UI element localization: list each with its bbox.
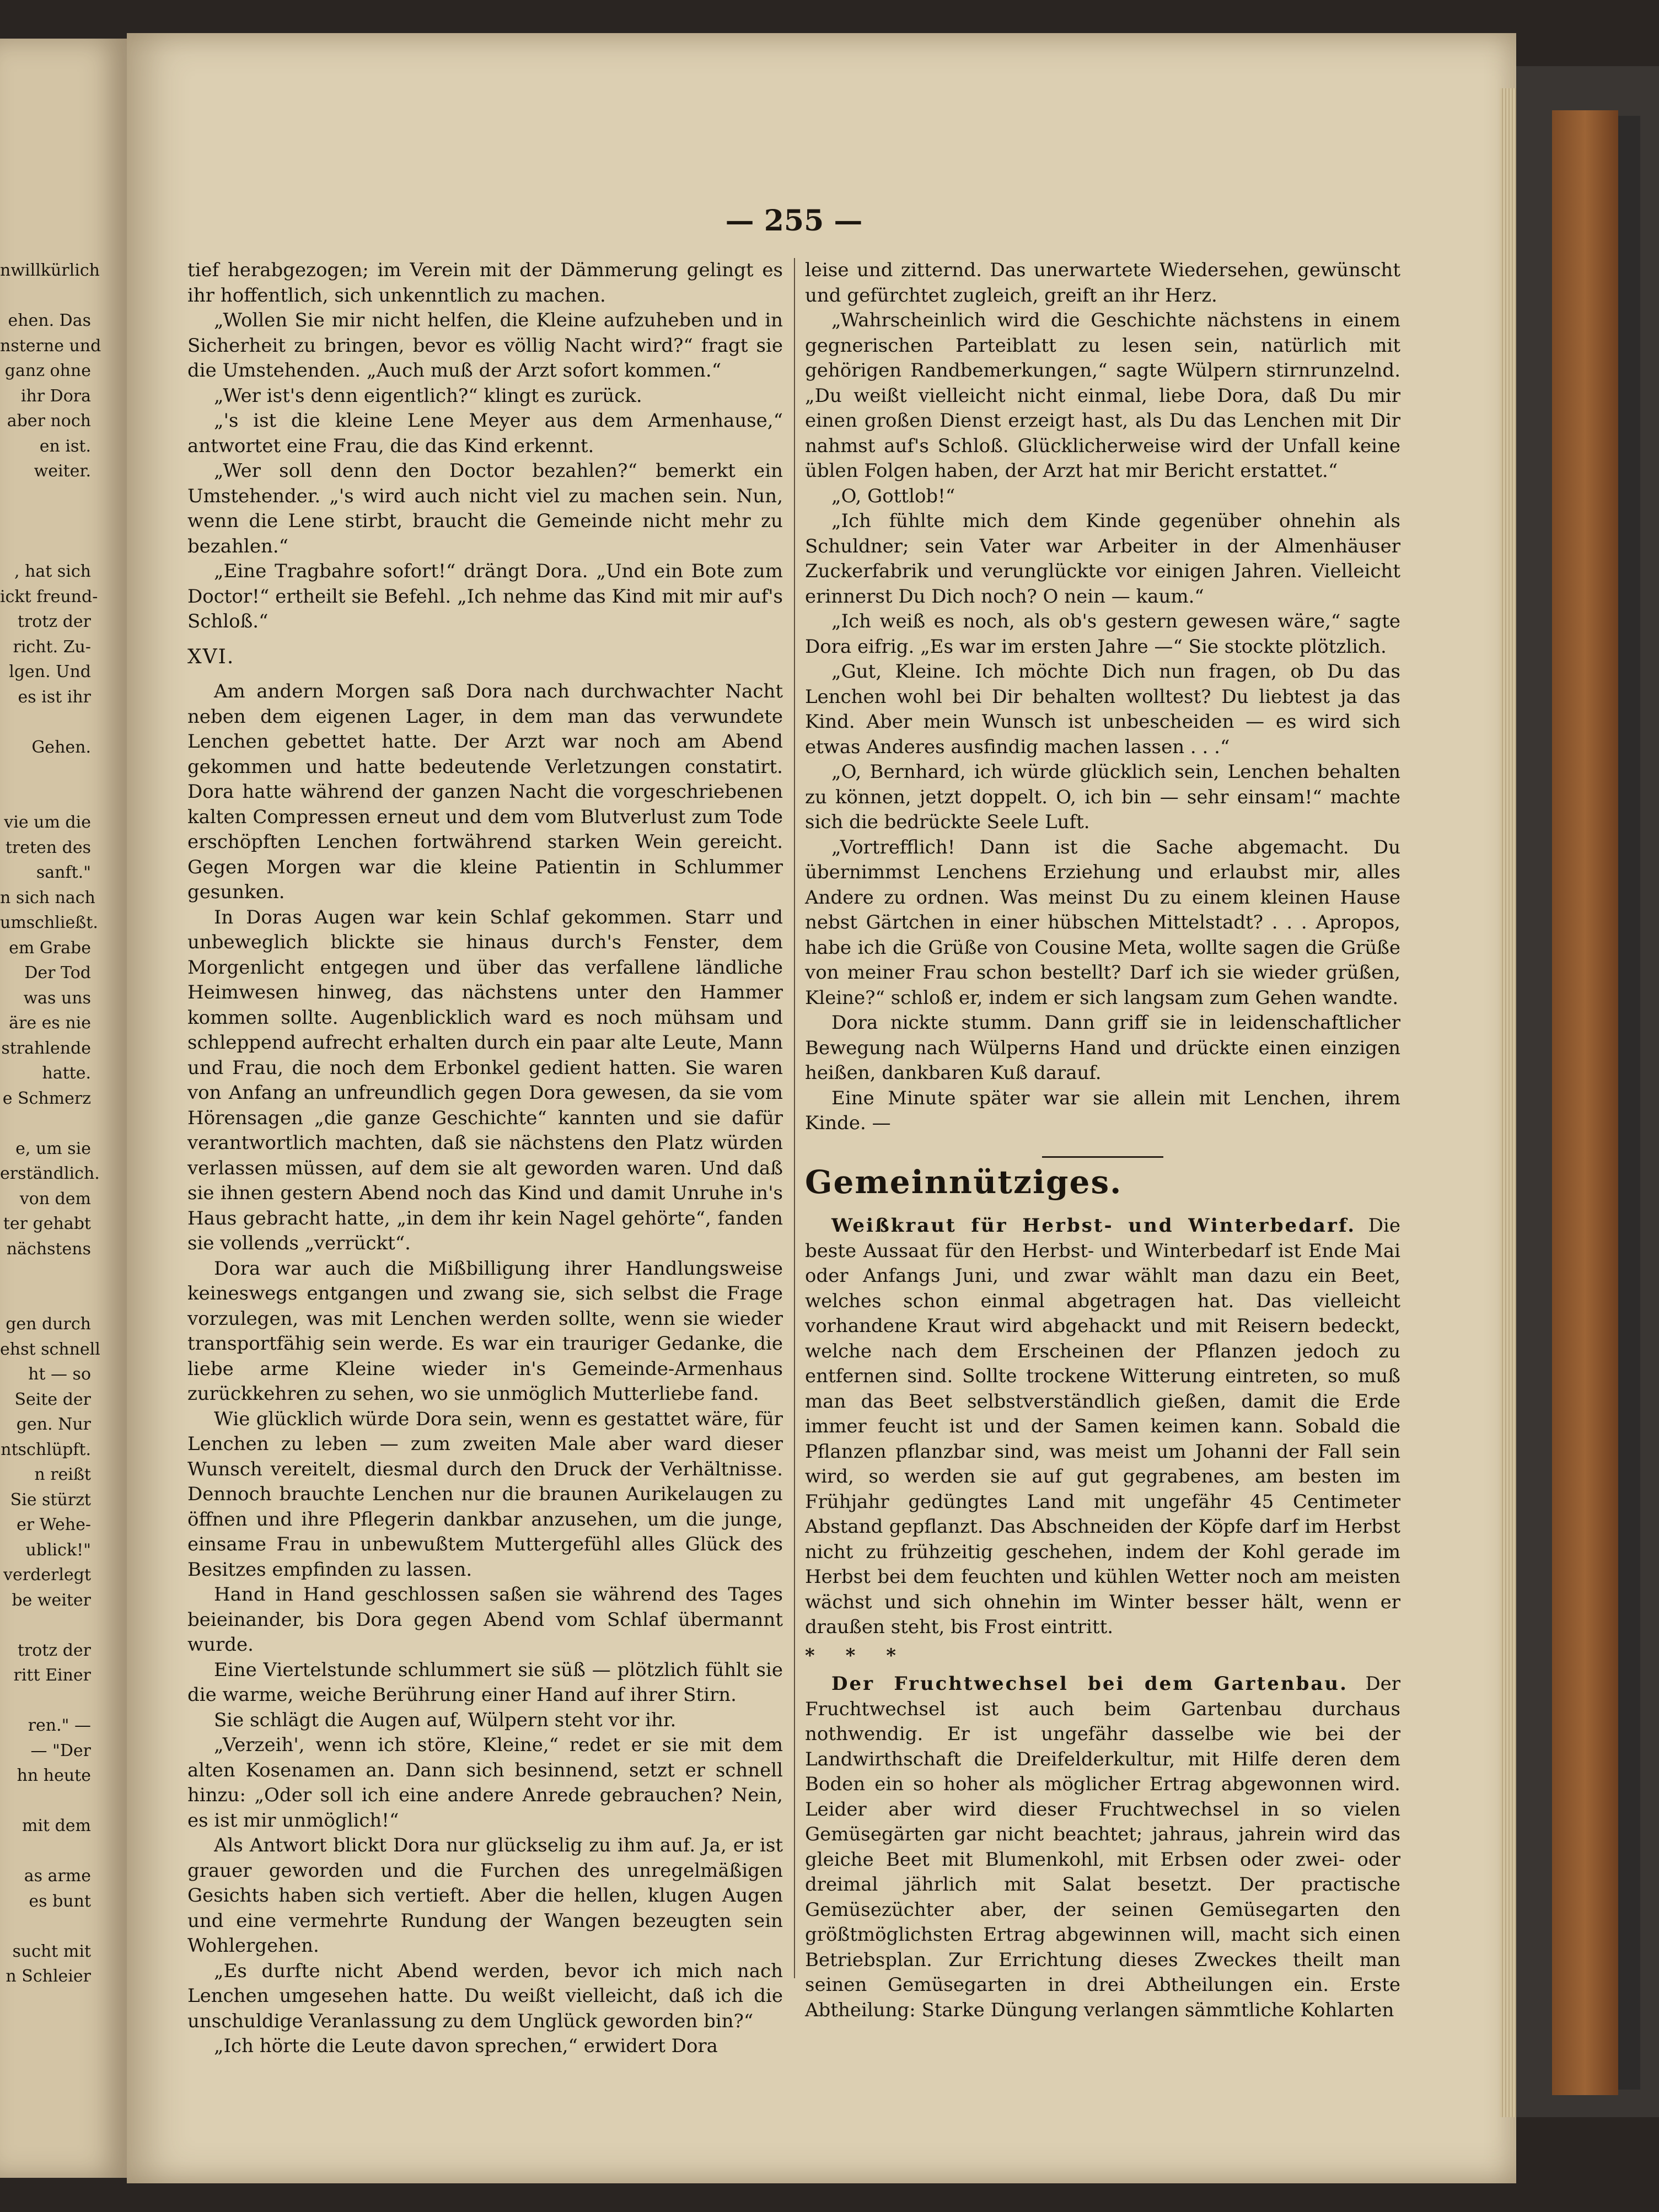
fragment-line: Seite der <box>14 1389 91 1409</box>
paragraph: „Wer soll denn den Doctor bezahlen?“ bemerkt ein Umstehender. „'s wird auch nicht viel zu machen sein. Nun, wenn die Lene stirbt, braucht die Gemeinde nicht mehr zu bezahlen.“ <box>187 460 783 557</box>
fragment-line: mit dem <box>22 1816 91 1835</box>
fragment-line: von dem <box>19 1189 91 1209</box>
paragraph: In Doras Augen war kein Schlaf gekommen. Starr und unbeweglich blickte sie hinaus durch's Fenster, dem Morgenlicht entgegen und über das verfallene ländliche Heimwesen hinweg, das nächstens unter den Hammer kommen sollte. Augenblicklich ward es noch mühsam und schleppend aufrecht erhalten durch ein paar alte Leute, Mann und Frau, die noch dem Erbonkel gedient hatten. Sie waren von Anfang an unfreundlich gegen Dora gewesen, da sie vom Hörensagen „die ganze Geschichte“ kannten und sie dafür verantwortlich machten, daß sie nächstens den Platz würden verlassen müssen, auf dem sie alt geworden waren. Und daß sie ihnen gestern Abend noch das Kind und damit Unruhe in's Haus gebracht hatte, „in dem ihr kein Nagel gehörte“, fanden sie vollends „verrückt“. <box>187 906 783 1254</box>
paragraph: Sie schlägt die Augen auf, Wülpern steht vor ihr. <box>214 1709 677 1731</box>
fragment-line: ublick!" <box>25 1540 91 1560</box>
paragraph: Eine Viertelstunde schlummert sie süß — plötzlich fühlt sie die warme, weiche Berührung einer Hand auf ihrer Stirn. <box>187 1658 783 1706</box>
article-fruchtwechsel <box>805 1672 1400 2023</box>
article-heading: Der Fruchtwechsel bei dem Gartenbau. <box>831 1673 1348 1695</box>
paragraph: „Wollen Sie mir nicht helfen, die Kleine aufzuheben und in Sicherheit zu bringen, bevor es völlig Nacht wird?“ fragt sie die Umstehenden. „Auch muß der Arzt sofort kommen.“ <box>187 309 783 382</box>
fragment-line <box>0 1688 91 1714</box>
fragment-line <box>0 760 91 785</box>
fragment-line: Gehen. <box>31 737 91 757</box>
fragment-line: was uns <box>23 988 91 1008</box>
paragraph: „Es durfte nicht Abend werden, bevor ich mich nach Lenchen umgesehen hatte. Du weißt vielleicht, daß ich die unschuldige Veranlassung zu dem Unglück geworden bin?“ <box>187 1959 783 2032</box>
paragraph: „'s ist die kleine Lene Meyer aus dem Armenhause,“ antwortet eine Frau, die das Kind erkennt. <box>187 410 783 457</box>
fragment-line: en ist. <box>39 436 91 456</box>
fragment-line: ren." — <box>28 1716 91 1735</box>
article-text: Der Fruchtwechsel ist auch beim Gartenbau durchaus nothwendig. Er ist ungefähr dasselbe wie bei der Landwirthschaft die Dreifelderkultur, mit Hilfe deren dem Boden ein so hoher als möglicher Ertrag abgewonnen wird. Leider aber wird dieser Fruchtwechsel in so vielen Gemüsegärten gar nicht beachtet; jahraus, jahrein wird das gleiche Beet mit Blumenkohl, mit Erbsen oder zwei- oder dreimal jährlich mit Salat besetzt. Der practische Gemüsezüchter aber, der seinen Gemüsegarten den größtmöglichsten Ertrag abgewinnen will, macht sich einen Betriebsplan. Zur Errichtung dieses Zweckes theilt man seinen Gemüsegarten in drei Abtheilungen ein. Erste Abtheilung: Starke Düngung verlangen sämmtliche Kohlarten <box>805 1673 1400 2021</box>
article-heading: Weißkraut für Herbst- und Winterbedarf. <box>831 1215 1356 1237</box>
page-number: — 255 — <box>725 204 863 238</box>
left-column <box>187 258 783 2059</box>
right-column <box>805 258 1400 2023</box>
paragraph: Eine Minute später war sie allein mit Lenchen, ihrem Kinde. — <box>805 1087 1400 1134</box>
fragment-line: — "Der <box>30 1741 91 1760</box>
fragment-line: äre es nie <box>9 1013 91 1033</box>
chapter-heading: XVI. <box>187 645 235 668</box>
cover-binding-strip <box>1618 116 1640 2090</box>
fragment-line: hn heute <box>17 1766 91 1785</box>
fragment-line: n sich nach <box>0 888 95 908</box>
fragment-line: be weiter <box>12 1590 91 1610</box>
fragment-line <box>0 509 91 534</box>
fragment-line: ter gehabt <box>3 1214 91 1233</box>
fragment-line: strahlende <box>1 1038 91 1058</box>
fragment-line: nwillkürlich <box>0 261 100 280</box>
paragraph: „Wahrscheinlich wird die Geschichte nächstens in einem gegnerischen Parteiblatt zu lesen sein, natürlich mit gehörigen Randbemerkungen,“ sagte Wülpern stirnrunzelnd. „Du weißt vielleicht nicht einmal, liebe Dora, daß Du mir einen großen Dienst erzeigt hast, als Du das Lenchen mit Dir nahmst auf's Schloß. Glücklicherweise wird der Unfall keine üblen Folgen haben, der Arzt hat mir Bericht erstattet.“ <box>805 309 1400 482</box>
fragment-line: ickt freund- <box>0 587 98 606</box>
paragraph: „Ich hörte die Leute davon sprechen,“ erwidert Dora <box>214 2035 718 2057</box>
fragment-line <box>0 1839 91 1864</box>
column-divider <box>794 258 795 1978</box>
fragment-line: , hat sich <box>14 562 91 581</box>
fragment-line: nsterne und <box>0 336 101 356</box>
paragraph: „O, Gottlob!“ <box>831 485 955 507</box>
fragment-line: lgen. Und <box>9 662 91 681</box>
paragraph: Dora nickte stumm. Dann griff sie in leidenschaftlicher Bewegung nach Wülperns Hand und drückte einen einzigen heißen, dankbaren Kuß darauf. <box>805 1012 1400 1084</box>
fragment-line <box>0 1111 91 1136</box>
fragment-line: weiter. <box>34 461 91 481</box>
fragment-line: trotz der <box>17 1640 91 1660</box>
fragment-line: trotz der <box>17 612 91 631</box>
fragment-line <box>0 484 91 509</box>
fragment-line: as arme <box>24 1866 91 1886</box>
fragment-line: verderlegt <box>3 1565 91 1585</box>
fragment-line <box>0 710 91 735</box>
fragment-line <box>0 785 91 810</box>
fragment-line: nächstens <box>6 1239 91 1259</box>
fragment-line: hatte. <box>42 1064 91 1083</box>
paragraph: Hand in Hand geschlossen saßen sie während des Tages beieinander, bis Dora gegen Abend vom Schlaf übermannt wurde. <box>187 1583 783 1656</box>
fragment-line <box>0 283 91 309</box>
fragment-line: richt. Zu- <box>13 637 91 657</box>
fragment-line: er Wehe- <box>17 1515 91 1534</box>
fragment-line: ht — so <box>28 1365 91 1384</box>
fragment-line: Sie stürzt <box>10 1490 91 1510</box>
fragment-line <box>0 1613 91 1638</box>
fragment-line: sanft." <box>36 863 91 882</box>
fragment-line: n reißt <box>34 1465 91 1484</box>
fragment-line: ehen. Das <box>8 311 91 330</box>
fragment-line: ehst schnell <box>0 1339 100 1359</box>
fragment-line: n Schleier <box>6 1967 91 1986</box>
paragraph: Dora war auch die Mißbilligung ihrer Handlungsweise keineswegs entgangen und zwang sie, sich selbst die Frage vorzulegen, was mit Lenchen werden sollte, wenn sie wieder transportfähig sein werde. Es war ein trauriger Gedanke, die liebe arme Kleine wieder in's Gemeinde-Armenhaus zurückkehren zu sehen, wo sie unmöglich Mutterliebe fand. <box>187 1257 783 1405</box>
fragment-line: ganz ohne <box>4 361 91 380</box>
previous-page-text-fragment <box>0 258 101 1989</box>
paragraph: leise und zitternd. Das unerwartete Wiedersehen, gewünscht und gefürchtet zugleich, greift an ihr Herz. <box>805 259 1400 307</box>
fragment-line: es ist ihr <box>18 687 91 707</box>
paragraph: „Ich fühlte mich dem Kinde gegenüber ohnehin als Schuldner; sein Vater war Arbeiter in der Almenhäuser Zuckerfabrik und verunglückte vor einigen Jahren. Vielleicht erinnerst Du Dich noch? O nein — kaum.“ <box>805 510 1400 608</box>
fragment-line: ntschlüpft. <box>1 1440 91 1459</box>
cover-board <box>1552 110 1618 2095</box>
paragraph: „Wer ist's denn eigentlich?“ klingt es zurück. <box>214 384 642 407</box>
fragment-line <box>0 1287 91 1312</box>
paragraph: „Verzeih', wenn ich störe, Kleine,“ redet er sie mit dem alten Kosenamen an. Dann sich besinnend, setzt er schnell hinzu: „Oder soll ich eine andere Anrede gebrauchen? Nein, es ist mir unmöglich!“ <box>187 1734 783 1832</box>
paragraph: „Ich weiß es noch, als ob's gestern gewesen wäre,“ sagte Dora eifrig. „Es war im ersten Jahre —“ Sie stockte plötzlich. <box>805 610 1400 658</box>
fragment-line <box>0 1261 91 1287</box>
fragment-line: es bunt <box>29 1891 91 1911</box>
paragraph: Am andern Morgen saß Dora nach durchwachter Nacht neben dem eigenen Lager, in dem man das verwundete Lenchen gebettet hatte. Der Arzt war noch am Abend gekommen und hatte bedeutende Verletzungen constatirt. Dora hatte während der ganzen Nacht die vorgeschriebenen kalten Compressen erneut und dem vom Blutverlust zum Tode erschöpften Lenchen fortwährend starken Wein gereicht. Gegen Morgen war die kleine Patientin in Schlummer gesunken. <box>187 680 783 903</box>
paragraph: „Gut, Kleine. Ich möchte Dich nun fragen, ob Du das Lenchen wohl bei Dir behalten wolltest? Du liebtest ja das Kind. Aber mein Wunsch ist unbescheiden — es wird sich etwas Anderes ausfindig machen lassen . . .“ <box>805 661 1400 758</box>
fragment-line: sucht mit <box>12 1941 91 1961</box>
fragment-line: em Grabe <box>9 938 91 958</box>
paragraph: tief herabgezogen; im Verein mit der Dämmerung gelingt es ihr hoffentlich, sich unkenntlich zu machen. <box>187 259 783 307</box>
paragraph: „O, Bernhard, ich würde glücklich sein, Lenchen behalten zu können, jetzt doppelt. O, ich bin — sehr einsam!“ machte sich die bedrückte Seele Luft. <box>805 761 1400 833</box>
fragment-line: gen. Nur <box>16 1415 91 1434</box>
fragment-line: e Schmerz <box>2 1088 91 1108</box>
article-text: Die beste Aussaat für den Herbst- und Winterbedarf ist Ende Mai oder Anfangs Juni, und zwar wählt man dazu ein Beet, welches schon einmal abgetragen hat. Das vielleicht vorhandene Kraut wird abgehackt und mit Reisern bedeckt, welche nach dem Erscheinen der Pflanzen jedoch zu entfernen sind. Sollte trockene Witterung eintreten, so muß man das Beet selbstverständlich gießen, damit die Erde immer feucht ist und der Samen keimen kann. Sobald die Pflanzen pflanzbar sind, was meist um Johanni der Fall sein wird, so werden sie auf gut gegrabenes, am besten im Frühjahr gedüngtes Land mit ungefähr 45 Centimeter Abstand gepflanzt. Das Abschneiden der Köpfe darf im Herbst nicht zu frühzeitig geschehen, indem der Kohl gerade im Herbst bei dem feuchten und kühlen Wetter noch am meisten wächst und sich ohnehin im Winter besser hält, wenn er draußen steht, bis Frost eintritt. <box>805 1215 1400 1638</box>
paragraph: Als Antwort blickt Dora nur glückselig zu ihm auf. Ja, er ist grauer geworden und die Furchen des unregelmäßigen Gesichts haben sich vertieft. Aber die hellen, klugen Augen und eine vermehrte Rundung der Wangen bezeugten sein Wohlergehen. <box>187 1834 783 1957</box>
fragment-line <box>0 1914 91 1939</box>
fragment-line: umschließt. <box>0 913 98 932</box>
fragment-line: aber noch <box>7 411 91 431</box>
fragment-line <box>0 1789 91 1814</box>
fragment-line: treten des <box>5 837 91 857</box>
asterisk-separator: * * * <box>805 1644 909 1667</box>
fragment-line: ritt Einer <box>13 1666 91 1685</box>
fragment-line: gen durch <box>6 1314 91 1334</box>
section-title: Gemeinnütziges. <box>805 1163 1123 1201</box>
paragraph: „Vortrefflich! Dann ist die Sache abgemacht. Du übernimmst Lenchens Erziehung und erlaubst mir, alles Andere zu ordnen. Was meinst Du zu einem kleinen Hause nebst Gärtchen in einer hübschen Mittelstadt? . . . Apropos, habe ich die Grüße von Cousine Meta, wollte sagen die Grüße von meiner Frau schon bestellt? Darf ich sie wieder grüßen, Kleine?“ schloß er, indem er sich langsam zum Gehen wandte. <box>805 836 1400 1009</box>
paragraph: „Eine Tragbahre sofort!“ drängt Dora. „Und ein Bote zum Doctor!“ ertheilt sie Befehl. „Ich nehme das Kind mit mir auf's Schloß.“ <box>187 560 783 632</box>
fragment-line: vie um die <box>4 813 91 832</box>
fragment-line: Der Tod <box>24 963 91 982</box>
page-edges <box>1500 88 1516 2117</box>
fragment-line <box>0 534 91 560</box>
article-weisskraut <box>805 1214 1400 1640</box>
fragment-line: erständlich. <box>0 1164 100 1183</box>
paragraph: Wie glücklich würde Dora sein, wenn es gestattet wäre, für Lenchen zu leben — zum zweiten Male aber ward dieser Wunsch vereitelt, diesmal durch den Druck der Verhältnisse. Dennoch brauchte Lenchen nur die braunen Aurikelaugen zu öffnen und ihre Pflegerin dankbar anzusehen, um die junge, einsame Frau in unbewußtem Muttergefühl alles Glück des Besitzes empfinden zu lassen. <box>187 1408 783 1581</box>
fragment-line: e, um sie <box>15 1139 91 1158</box>
fragment-line: ihr Dora <box>20 386 91 406</box>
section-rule <box>1042 1156 1163 1158</box>
